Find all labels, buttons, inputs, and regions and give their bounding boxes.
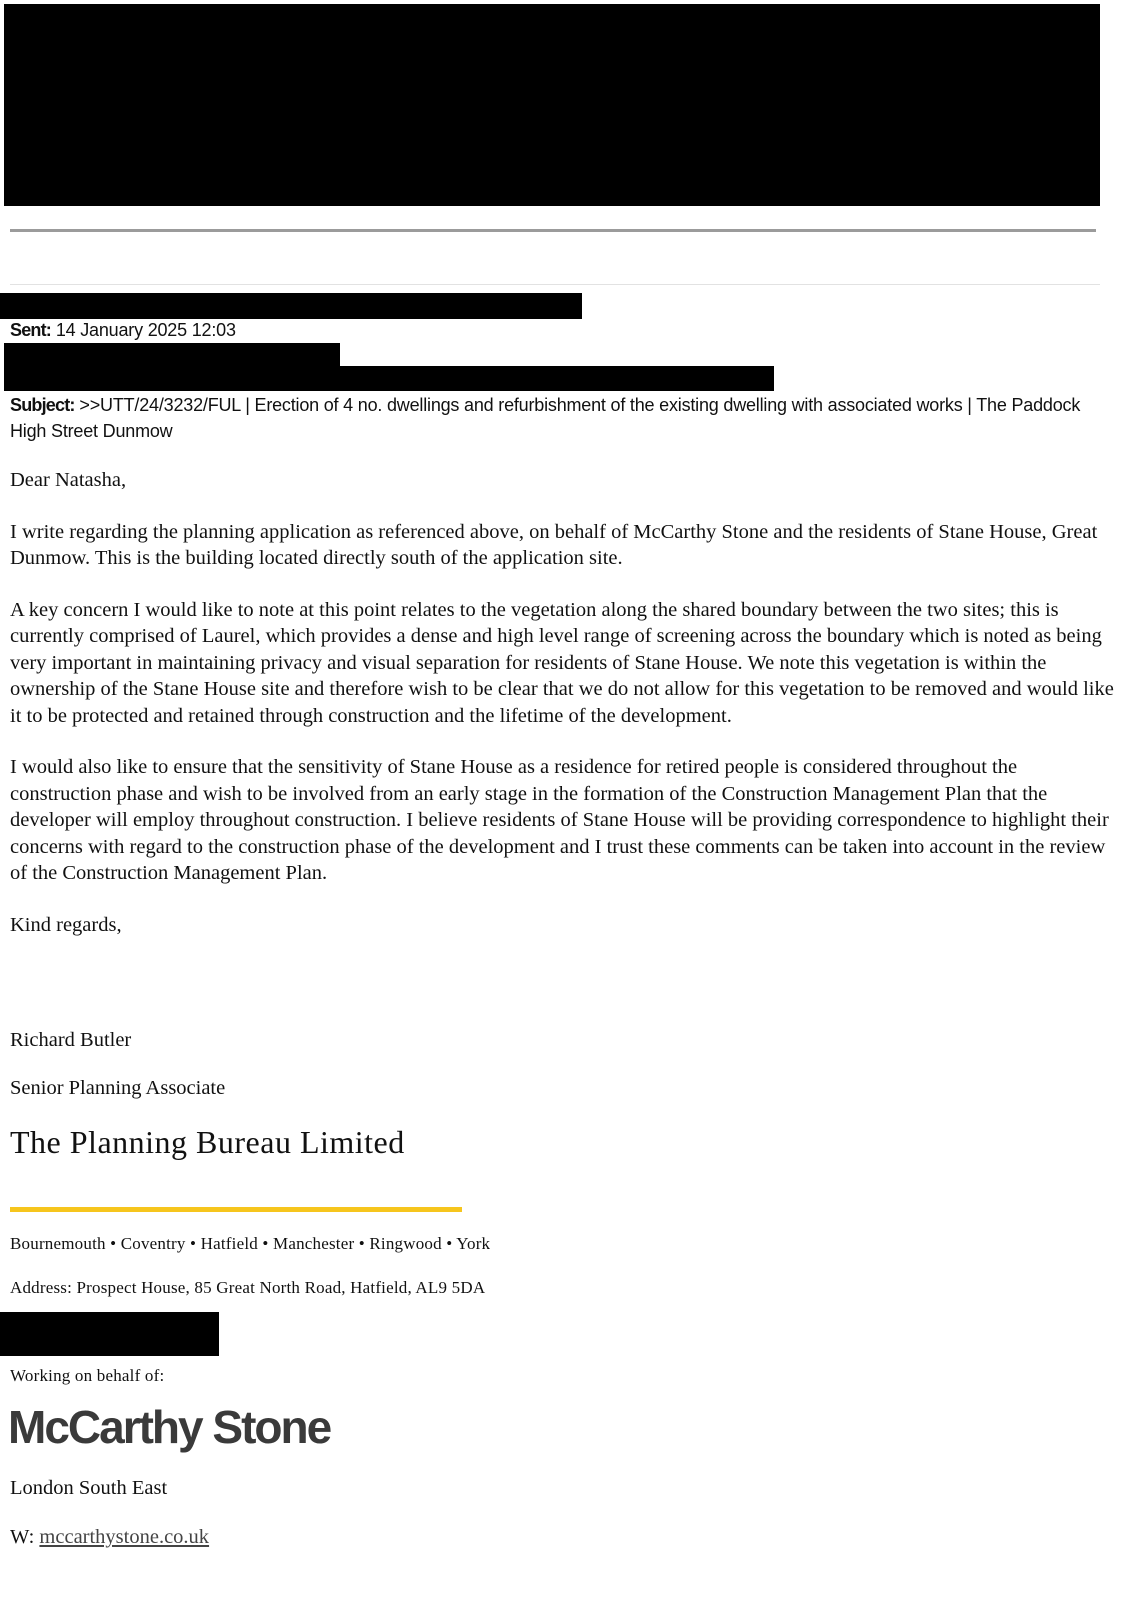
sent-value: 14 January 2025 12:03 [55,320,236,340]
client-region: London South East [10,1477,168,1499]
redacted-cc-line [4,366,774,391]
redacted-contact-details [0,1312,219,1356]
closing: Kind regards, [10,913,122,936]
subject-label: Subject: [10,395,75,415]
redacted-header-block [4,4,1100,206]
company-address: Address: Prospect House, 85 Great North Road, Hatfield, AL9 5DA [10,1278,486,1297]
company-name: The Planning Bureau Limited [10,1124,405,1160]
paragraph-1: I write regarding the planning application as referenced above, on behalf of McCarthy Stone and the residents of Stane House, Great Dunmow. This is the building located directly south of the application site. [10,520,1098,569]
mccarthy-stone-logo: McCarthy Stone [8,1401,331,1453]
subject-line [10,392,1110,444]
paragraph-3: I would also like to ensure that the sensitivity of Stane House as a residence for retired people is considered throughout the construction phase and wish to be involved from an early stage in the formation of the Construction Management Plan that the developer will employ throughout construction. I believe residents of Stane House will be providing correspondence to highlight their concerns with regard to the construction phase of the development and I trust these comments can be taken into account in the review of the Construction Management Plan. [10,756,1109,884]
paragraph-2: A key concern I would like to note at this point relates to the vegetation along the shared boundary between the two sites; this is currently comprised of Laurel, which provides a dense and high level range of screening across the boundary which is noted as being very important in maintaining privacy and visual separation for residents of Stane House. We note this vegetation is within the ownership of the Stane House site and therefore wish to be clear that we do not allow for this vegetation to be removed and would like it to be protected and retained through construction and the lifetime of the development. [10,598,1114,727]
company-accent-bar [10,1207,462,1212]
signature-name: Richard Butler [10,1029,132,1051]
signature-role: Senior Planning Associate [10,1077,226,1099]
office-locations: Bournemouth • Coventry • Hatfield • Manchester • Ringwood • York [10,1234,491,1253]
sent-line [10,317,236,343]
letter-body [10,467,1120,938]
header-divider-light [10,284,1100,285]
website-label: W: [10,1526,35,1548]
website-line [10,1526,209,1549]
sent-label: Sent: [10,320,52,340]
redacted-from-line [0,293,582,319]
greeting: Dear Natasha, [10,469,127,491]
header-divider [10,229,1096,232]
website-link[interactable]: mccarthystone.co.uk [39,1526,210,1548]
redacted-to-line [4,343,340,368]
working-on-behalf-label: Working on behalf of: [10,1366,165,1385]
subject-value: >>UTT/24/3232/FUL | Erection of 4 no. dwellings and refurbishment of the existing dwelling with associated works | The Paddock High Street Dunmow [10,395,1081,441]
